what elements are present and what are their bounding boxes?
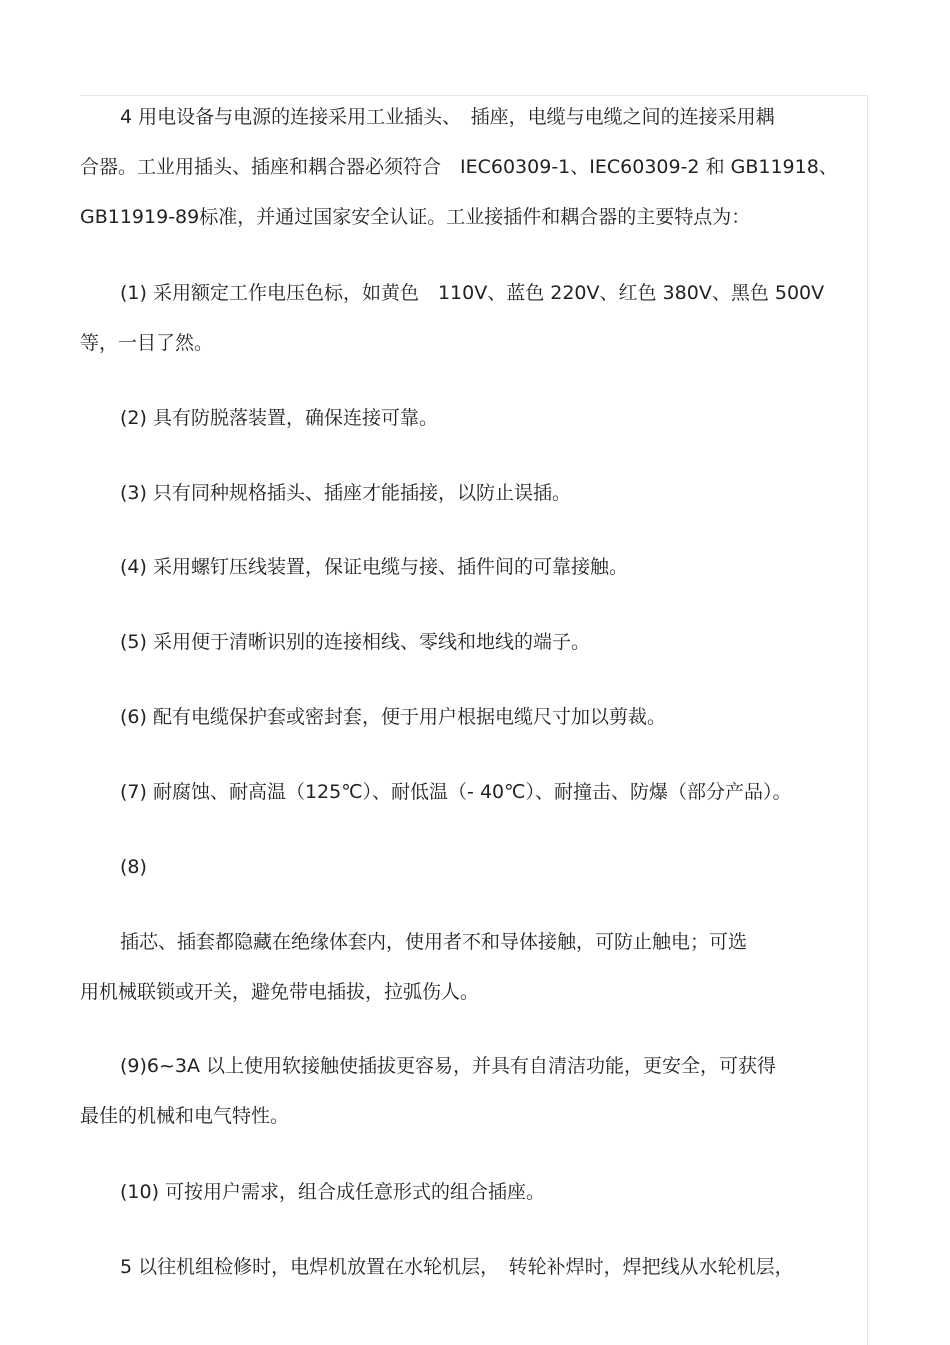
text-line: (10) 可按用户需求，组合成任意形式的组合插座。 <box>120 1181 546 1203</box>
text-line: (6) 配有电缆保护套或密封套，便于用户根据电缆尺寸加以剪裁。 <box>120 706 666 728</box>
text-line: (7) 耐腐蚀、耐高温（125℃）、耐低温（- 40℃）、耐撞击、防爆（部分产品）。 <box>120 781 792 803</box>
text-line: (9)6~3A 以上使用软接触使插拔更容易，并具有自清洁功能，更安全，可获得 <box>120 1055 777 1077</box>
text-line: (4) 采用螺钉压线装置，保证电缆与接、插件间的可靠接触。 <box>120 556 628 578</box>
text-line: 用机械联锁或开关，避免带电插拔，拉弧伤人。 <box>80 981 480 1003</box>
text-line: 最佳的机械和电气特性。 <box>80 1105 290 1127</box>
text-line: (2) 具有防脱落装置，确保连接可靠。 <box>120 407 438 429</box>
text-line: (3) 只有同种规格插头、插座才能插接，以防止误插。 <box>120 482 571 504</box>
text-line: (8) <box>120 856 147 878</box>
text-line: 等，一目了然。 <box>80 332 214 354</box>
text-line: 5 以往机组检修时，电焊机放置在水轮机层， 转轮补焊时，焊把线从水轮机层， <box>120 1256 794 1278</box>
text-line: 插芯、插套都隐藏在绝缘体套内，使用者不和导体接触，可防止触电；可选 <box>120 931 748 953</box>
text-line: 4 用电设备与电源的连接采用工业插头、 插座，电缆与电缆之间的连接采用耦 <box>120 106 775 128</box>
text-line: (1) 采用额定工作电压色标，如黄色 110V、蓝色 220V、红色 380V、黑色 500V <box>120 282 825 304</box>
text-line: (5) 采用便于清晰识别的连接相线、零线和地线的端子。 <box>120 631 590 653</box>
text-line: 合器。工业用插头、插座和耦合器必须符合 IEC60309-1、IEC60309-2 和 GB11918、 <box>80 156 838 178</box>
text-line: GB11919-89标准，并通过国家安全认证。工业接插件和耦合器的主要特点为： <box>80 206 751 228</box>
